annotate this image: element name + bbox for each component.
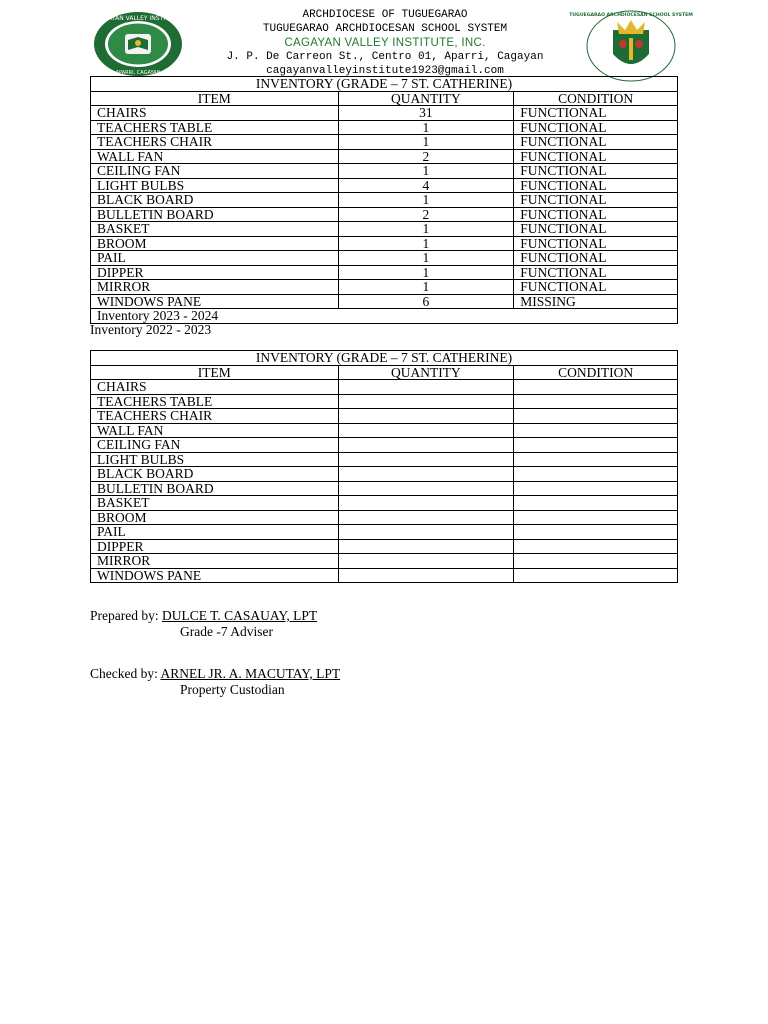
condition-cell: MISSING [514,294,678,309]
item-cell: DIPPER [91,265,339,280]
item-cell: LIGHT BULBS [91,452,339,467]
item-cell: TEACHERS TABLE [91,394,339,409]
table-row [91,265,678,280]
prepared-by-role: Grade -7 Adviser [180,624,273,639]
address-line: J. P. De Carreon St., Centro 01, Aparri, Cagayan [226,51,544,63]
quantity-cell: 4 [338,178,514,193]
condition-cell: FUNCTIONAL [514,251,678,266]
item-cell: PAIL [91,525,339,540]
column-header-item: ITEM [91,365,339,380]
condition-cell [514,380,678,395]
inventory-year-note: Inventory 2022 - 2023 [90,322,212,337]
quantity-cell [338,409,514,424]
item-cell: WINDOWS PANE [91,294,339,309]
condition-cell: FUNCTIONAL [514,178,678,193]
table-row [91,510,678,525]
archdiocese-line: ARCHDIOCESE OF TUGUEGARAO [302,9,468,21]
table-title: INVENTORY (GRADE – 7 ST. CATHERINE) [91,77,678,92]
column-header-item: ITEM [91,91,339,106]
cvi-seal-logo [92,10,184,78]
quantity-cell: 1 [338,164,514,179]
condition-cell [514,409,678,424]
institution-name: CAGAYAN VALLEY INSTITUTE, INC. [284,37,486,49]
item-cell: BROOM [91,510,339,525]
quantity-cell: 31 [338,106,514,121]
logo-left-text-bottom: APARRI, CAGAYAN [115,70,161,76]
item-cell: TEACHERS TABLE [91,120,339,135]
condition-cell [514,452,678,467]
column-header-quantity: QUANTITY [338,365,514,380]
item-cell: PAIL [91,251,339,266]
quantity-cell: 1 [338,193,514,208]
prepared-by-label: Prepared by: [90,608,162,623]
quantity-cell [338,539,514,554]
table-row [91,467,678,482]
letterhead [0,8,768,78]
condition-cell [514,438,678,453]
quantity-cell: 1 [338,120,514,135]
quantity-cell [338,467,514,482]
table-row [91,149,678,164]
condition-cell [514,510,678,525]
condition-cell: FUNCTIONAL [514,120,678,135]
inventory-table-2022-2023 [90,350,678,583]
item-cell: WINDOWS PANE [91,568,339,583]
condition-cell: FUNCTIONAL [514,135,678,150]
checked-by-label: Checked by: [90,666,161,681]
condition-cell: FUNCTIONAL [514,106,678,121]
item-cell: DIPPER [91,539,339,554]
table-row [91,135,678,150]
column-header-quantity: QUANTITY [338,91,514,106]
condition-cell [514,394,678,409]
quantity-cell [338,525,514,540]
item-cell: CHAIRS [91,106,339,121]
condition-cell [514,554,678,569]
inventory-table-2023-2024 [90,76,678,324]
condition-cell [514,568,678,583]
quantity-cell: 6 [338,294,514,309]
item-cell: BROOM [91,236,339,251]
item-cell: BLACK BOARD [91,467,339,482]
condition-cell [514,496,678,511]
table-footer-year: Inventory 2023 - 2024 [91,309,678,324]
quantity-cell [338,496,514,511]
column-header-condition: CONDITION [514,91,678,106]
condition-cell [514,481,678,496]
column-header-condition: CONDITION [514,365,678,380]
item-cell: WALL FAN [91,149,339,164]
checked-by-name: ARNEL JR. A. MACUTAY, LPT [160,666,341,681]
table-row [91,380,678,395]
quantity-cell [338,380,514,395]
table-row [91,423,678,438]
quantity-cell [338,554,514,569]
quantity-cell: 1 [338,280,514,295]
table-row [91,193,678,208]
item-cell: TEACHERS CHAIR [91,135,339,150]
table-row [91,496,678,511]
table-row [91,294,678,309]
item-cell: MIRROR [91,554,339,569]
condition-cell [514,539,678,554]
quantity-cell [338,568,514,583]
table-row [91,236,678,251]
table-row [91,222,678,237]
item-cell: BLACK BOARD [91,193,339,208]
table-row [91,178,678,193]
table-row [91,409,678,424]
prepared-by-name: DULCE T. CASAUAY, LPT [161,608,318,623]
table-row [91,120,678,135]
condition-cell: FUNCTIONAL [514,164,678,179]
table-row [91,568,678,583]
table-title: INVENTORY (GRADE – 7 ST. CATHERINE) [91,351,678,366]
logo-right-text: TUGUEGARAO ARCHDIOCESAN SCHOOL SYSTEM [569,13,693,18]
table-row [91,525,678,540]
item-cell: BULLETIN BOARD [91,207,339,222]
quantity-cell [338,510,514,525]
condition-cell: FUNCTIONAL [514,280,678,295]
school-system-line: TUGUEGARAO ARCHDIOCESAN SCHOOL SYSTEM [262,23,508,35]
logo-left-text-top: CAGAYAN VALLEY INSTITUTE [95,15,181,22]
quantity-cell [338,481,514,496]
table-row [91,164,678,179]
table-row [91,481,678,496]
quantity-cell: 2 [338,149,514,164]
condition-cell: FUNCTIONAL [514,193,678,208]
condition-cell: FUNCTIONAL [514,265,678,280]
item-cell: CHAIRS [91,380,339,395]
checked-by-role: Property Custodian [180,682,285,697]
item-cell: BASKET [91,222,339,237]
table-row [91,207,678,222]
item-cell: CEILING FAN [91,164,339,179]
item-cell: TEACHERS CHAIR [91,409,339,424]
item-cell: CEILING FAN [91,438,339,453]
table-row [91,251,678,266]
condition-cell [514,423,678,438]
table-row [91,452,678,467]
quantity-cell: 1 [338,251,514,266]
email-line: cagayanvalleyinstitute1923@gmail.com [266,65,504,77]
quantity-cell [338,423,514,438]
item-cell: BULLETIN BOARD [91,481,339,496]
quantity-cell: 1 [338,236,514,251]
item-cell: LIGHT BULBS [91,178,339,193]
condition-cell: FUNCTIONAL [514,236,678,251]
table-row [91,539,678,554]
quantity-cell [338,452,514,467]
quantity-cell: 2 [338,207,514,222]
table-row [91,554,678,569]
condition-cell: FUNCTIONAL [514,207,678,222]
quantity-cell: 1 [338,135,514,150]
condition-cell: FUNCTIONAL [514,149,678,164]
quantity-cell: 1 [338,222,514,237]
table-row [91,280,678,295]
tass-seal-logo [569,8,693,82]
condition-cell [514,525,678,540]
quantity-cell: 1 [338,265,514,280]
checked-by-block [90,666,340,698]
item-cell: MIRROR [91,280,339,295]
condition-cell [514,467,678,482]
table-row [91,394,678,409]
condition-cell: FUNCTIONAL [514,222,678,237]
item-cell: WALL FAN [91,423,339,438]
letterhead-text [190,8,580,78]
quantity-cell [338,438,514,453]
quantity-cell [338,394,514,409]
table-row [91,106,678,121]
item-cell: BASKET [91,496,339,511]
table-row [91,438,678,453]
prepared-by-block [90,608,317,640]
